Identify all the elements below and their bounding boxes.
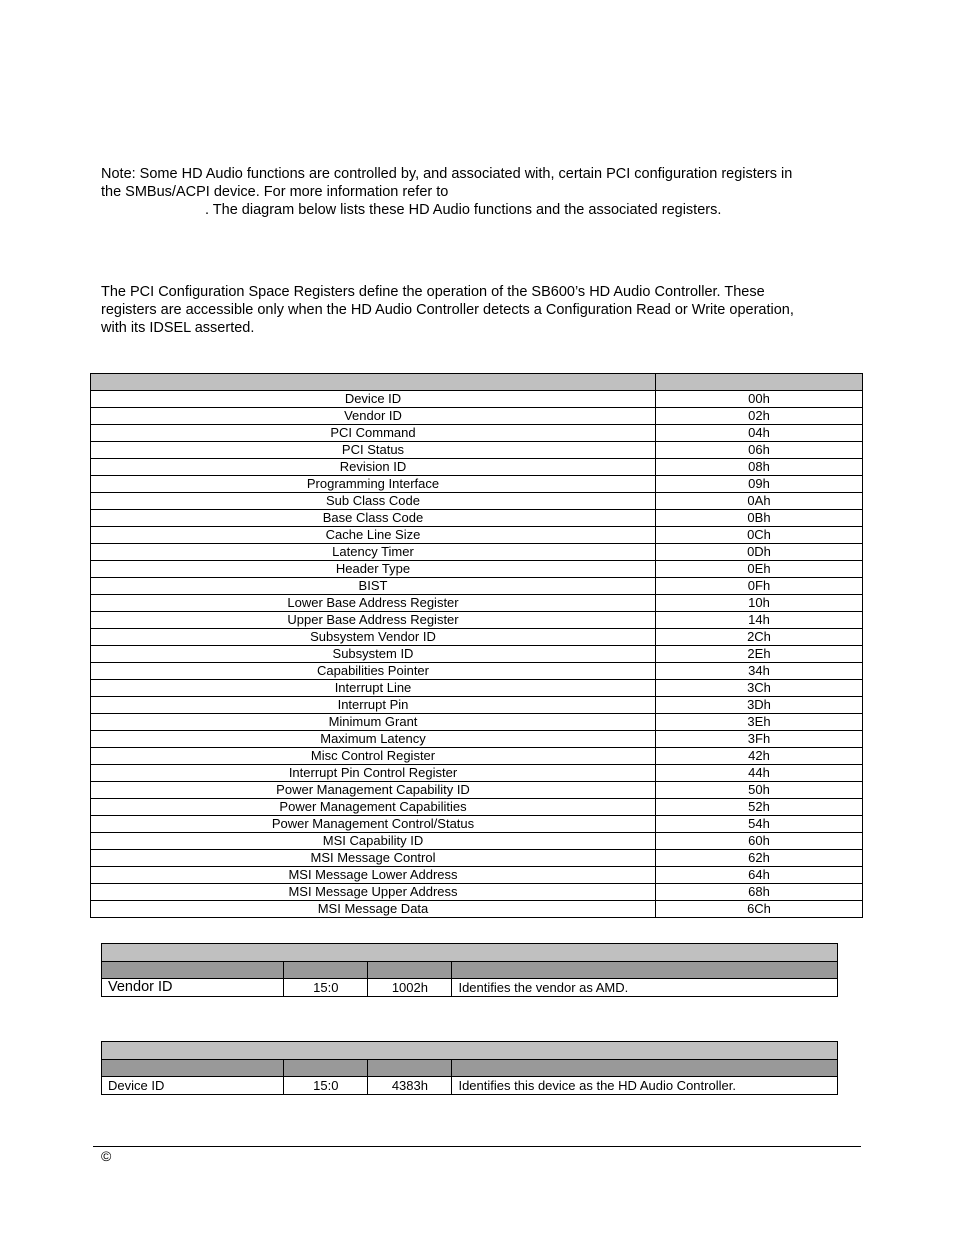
device-field-name: Device ID <box>102 1077 284 1095</box>
register-name: MSI Message Lower Address <box>91 867 656 884</box>
register-offset: 09h <box>656 476 863 493</box>
register-row <box>91 527 863 544</box>
register-table-body <box>91 391 863 918</box>
register-name: Minimum Grant <box>91 714 656 731</box>
register-offset: 6Ch <box>656 901 863 918</box>
register-name: Device ID <box>91 391 656 408</box>
intro-line-1: The PCI Configuration Space Registers define the operation of the SB600’s HD Audio Controller. These <box>101 284 765 300</box>
note-line-3: . The diagram below lists these HD Audio functions and the associated registers. <box>205 202 722 218</box>
register-row <box>91 697 863 714</box>
device-field-bits: 15:0 <box>284 1077 368 1095</box>
register-name: Capabilities Pointer <box>91 663 656 680</box>
register-offset: 0Bh <box>656 510 863 527</box>
device-field-description: Identifies this device as the HD Audio Controller. <box>452 1077 838 1095</box>
register-name: Sub Class Code <box>91 493 656 510</box>
register-row <box>91 901 863 918</box>
register-summary-table <box>90 373 863 918</box>
register-row <box>91 663 863 680</box>
register-row <box>91 510 863 527</box>
register-offset: 42h <box>656 748 863 765</box>
register-row <box>91 442 863 459</box>
register-offset: 04h <box>656 425 863 442</box>
register-offset: 00h <box>656 391 863 408</box>
intro-line-3: with its IDSEL asserted. <box>101 320 255 336</box>
vendor-field-bits: 15:0 <box>284 979 368 997</box>
register-offset: 0Eh <box>656 561 863 578</box>
register-row <box>91 731 863 748</box>
note-paragraph <box>101 165 861 219</box>
device-detail-header-row <box>102 1060 838 1077</box>
register-name: MSI Message Data <box>91 901 656 918</box>
register-row <box>91 884 863 901</box>
device-detail-title-row <box>102 1042 838 1060</box>
register-offset: 60h <box>656 833 863 850</box>
device-field-default: 4383h <box>368 1077 452 1095</box>
note-line-1: Note: Some HD Audio functions are controlled by, and associated with, certain PCI configuration registers in <box>101 166 793 182</box>
register-offset: 08h <box>656 459 863 476</box>
register-row <box>91 833 863 850</box>
register-name: Subsystem Vendor ID <box>91 629 656 646</box>
register-offset: 3Eh <box>656 714 863 731</box>
note-line-2: the SMBus/ACPI device. For more information refer to <box>101 184 449 200</box>
register-row <box>91 612 863 629</box>
intro-line-2: registers are accessible only when the HD Audio Controller detects a Configuration Read or Write operation, <box>101 302 794 318</box>
intro-paragraph <box>101 283 861 337</box>
register-name: Power Management Control/Status <box>91 816 656 833</box>
device-id-register-table <box>101 1041 838 1095</box>
register-name: Interrupt Pin Control Register <box>91 765 656 782</box>
register-row <box>91 782 863 799</box>
register-offset: 0Dh <box>656 544 863 561</box>
vendor-detail-header-row <box>102 962 838 979</box>
register-row <box>91 629 863 646</box>
register-offset-header <box>656 374 863 391</box>
register-name: Header Type <box>91 561 656 578</box>
register-name: Interrupt Line <box>91 680 656 697</box>
vendor-field-default: 1002h <box>368 979 452 997</box>
register-row <box>91 646 863 663</box>
register-row <box>91 544 863 561</box>
vendor-id-register-table <box>101 943 838 997</box>
register-row <box>91 867 863 884</box>
register-row <box>91 714 863 731</box>
register-offset: 3Fh <box>656 731 863 748</box>
register-offset: 06h <box>656 442 863 459</box>
register-row <box>91 391 863 408</box>
register-row <box>91 799 863 816</box>
register-name: BIST <box>91 578 656 595</box>
register-name: PCI Command <box>91 425 656 442</box>
vendor-detail-row <box>102 979 838 997</box>
register-table-header <box>91 374 863 391</box>
register-name: MSI Capability ID <box>91 833 656 850</box>
register-name: Vendor ID <box>91 408 656 425</box>
register-name: Maximum Latency <box>91 731 656 748</box>
register-name: Cache Line Size <box>91 527 656 544</box>
register-row <box>91 765 863 782</box>
register-row <box>91 561 863 578</box>
register-offset: 50h <box>656 782 863 799</box>
register-offset: 64h <box>656 867 863 884</box>
register-offset: 3Ch <box>656 680 863 697</box>
register-offset: 14h <box>656 612 863 629</box>
register-name-header <box>91 374 656 391</box>
register-offset: 10h <box>656 595 863 612</box>
register-row <box>91 459 863 476</box>
register-name: MSI Message Upper Address <box>91 884 656 901</box>
register-offset: 62h <box>656 850 863 867</box>
vendor-field-description: Identifies the vendor as AMD. <box>452 979 838 997</box>
register-name: Latency Timer <box>91 544 656 561</box>
vendor-detail-title-row <box>102 944 838 962</box>
register-name: Programming Interface <box>91 476 656 493</box>
register-offset: 52h <box>656 799 863 816</box>
register-name: Power Management Capability ID <box>91 782 656 799</box>
device-detail-row <box>102 1077 838 1095</box>
vendor-field-name: Vendor ID <box>102 979 284 997</box>
register-row <box>91 578 863 595</box>
register-name: Base Class Code <box>91 510 656 527</box>
register-offset: 44h <box>656 765 863 782</box>
register-name: Power Management Capabilities <box>91 799 656 816</box>
register-row <box>91 425 863 442</box>
register-offset: 3Dh <box>656 697 863 714</box>
register-offset: 54h <box>656 816 863 833</box>
register-row <box>91 816 863 833</box>
register-offset: 02h <box>656 408 863 425</box>
register-name: Revision ID <box>91 459 656 476</box>
footer-divider <box>93 1146 861 1147</box>
register-offset: 2Ch <box>656 629 863 646</box>
register-name: MSI Message Control <box>91 850 656 867</box>
register-row <box>91 493 863 510</box>
register-row <box>91 408 863 425</box>
register-name: PCI Status <box>91 442 656 459</box>
register-name: Upper Base Address Register <box>91 612 656 629</box>
register-row <box>91 748 863 765</box>
register-offset: 0Ah <box>656 493 863 510</box>
register-name: Misc Control Register <box>91 748 656 765</box>
register-offset: 0Fh <box>656 578 863 595</box>
register-offset: 2Eh <box>656 646 863 663</box>
register-row <box>91 680 863 697</box>
register-name: Interrupt Pin <box>91 697 656 714</box>
register-name: Lower Base Address Register <box>91 595 656 612</box>
register-name: Subsystem ID <box>91 646 656 663</box>
copyright-symbol: © <box>101 1148 112 1164</box>
register-row <box>91 850 863 867</box>
register-offset: 68h <box>656 884 863 901</box>
register-offset: 0Ch <box>656 527 863 544</box>
register-row <box>91 476 863 493</box>
register-offset: 34h <box>656 663 863 680</box>
register-row <box>91 595 863 612</box>
